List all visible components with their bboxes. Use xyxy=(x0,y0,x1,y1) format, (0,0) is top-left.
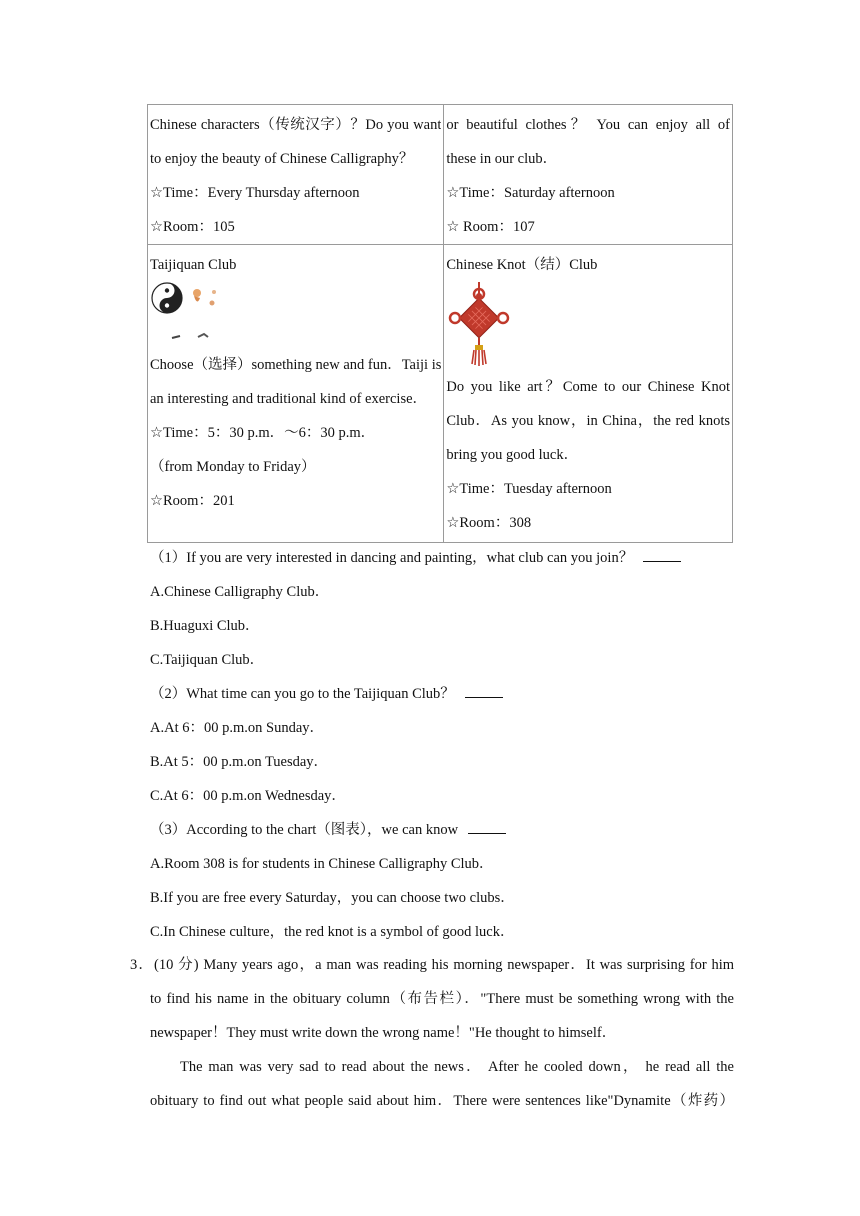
reading-passage xyxy=(130,948,734,1118)
taijiquan-days: （from Monday to Friday） xyxy=(150,459,316,475)
knot-text-line: Do you like art？Come to our Chinese Knot xyxy=(446,379,730,395)
answer-blank[interactable] xyxy=(468,819,506,834)
huaguxi-club-cell xyxy=(444,105,733,245)
questions-section xyxy=(150,541,735,949)
option-2c: C.At 6：00 p.m.on Wednesday． xyxy=(150,788,346,804)
taijiquan-time: ☆Time：5：30 p.m．～6：30 p.m． xyxy=(150,425,376,441)
calligraphy-club-cell xyxy=(148,105,444,245)
chinese-knot-club-title: Chinese Knot（结）Club xyxy=(446,257,598,273)
option-3c: C.In Chinese culture，the red knot is a symbol of good luck． xyxy=(150,924,515,940)
option-2a: A.At 6：00 p.m.on Sunday． xyxy=(150,720,324,736)
taijiquan-club-title: Taijiquan Club xyxy=(150,257,237,273)
calligraphy-text-line: Chinese characters（传统汉字）？Do you want xyxy=(150,117,442,133)
knot-room: ☆Room：308 xyxy=(446,515,532,531)
knot-text-line: Club．As you know，in China，the red knots xyxy=(446,413,730,429)
huaguxi-room: ☆ Room：107 xyxy=(446,219,535,235)
option-1a: A.Chinese Calligraphy Club． xyxy=(150,584,330,600)
question-1-stem: （1）If you are very interested in dancing and painting，what club can you join？ xyxy=(150,550,634,566)
calligraphy-text-line: to enjoy the beauty of Chinese Calligraphy？ xyxy=(150,151,414,167)
knot-time: ☆Time：Tuesday afternoon xyxy=(446,481,612,497)
question-3-stem: （3）According to the chart（图表），we can know xyxy=(150,822,459,838)
taijiquan-text-line: Choose（选择）something new and fun．Taiji is xyxy=(150,357,442,373)
yin-yang-icon xyxy=(150,282,230,348)
taiji-images xyxy=(150,282,441,348)
passage-line: 3．(10 分) Many years ago，a man was reading his morning newspaper．It was surprising for him xyxy=(130,957,734,973)
question-2-stem: （2）What time can you go to the Taijiquan Club？ xyxy=(150,686,455,702)
answer-blank[interactable] xyxy=(643,547,681,562)
knot-text-line: bring you good luck． xyxy=(446,447,579,463)
huaguxi-text-line: these in our club． xyxy=(446,151,558,167)
taijiquan-text-line: an interesting and traditional kind of exercise． xyxy=(150,391,428,407)
taijiquan-room: ☆Room：201 xyxy=(150,493,235,509)
chinese-knot-club-cell xyxy=(444,245,733,543)
option-3a: A.Room 308 is for students in Chinese Calligraphy Club． xyxy=(150,856,494,872)
question-stem xyxy=(150,541,735,575)
calligraphy-room: ☆Room：105 xyxy=(150,219,235,235)
option-1b: B.Huaguxi Club． xyxy=(150,618,260,634)
chinese-knot-image xyxy=(446,282,730,370)
passage-line: to find his name in the obituary column（布告栏）．"There must be something wrong with the xyxy=(150,991,734,1007)
option-2b: B.At 5：00 p.m.on Tuesday． xyxy=(150,754,329,770)
taijiquan-club-cell xyxy=(148,245,444,543)
answer-blank[interactable] xyxy=(465,683,503,698)
passage-line: newspaper！They must write down the wrong name！"He thought to himself． xyxy=(150,1025,617,1041)
passage-line: obituary to find out what people said about him．There were sentences like"Dynamite（炸药） xyxy=(150,1093,734,1109)
option-1c: C.Taijiquan Club． xyxy=(150,652,265,668)
huaguxi-time: ☆Time：Saturday afternoon xyxy=(446,185,615,201)
clubs-table xyxy=(147,104,733,543)
question-stem xyxy=(150,677,735,711)
calligraphy-time: ☆Time：Every Thursday afternoon xyxy=(150,185,360,201)
table-row xyxy=(148,245,733,543)
question-stem xyxy=(150,813,735,847)
chinese-knot-icon xyxy=(446,282,516,370)
table-row xyxy=(148,105,733,245)
huaguxi-text-line: or beautiful clothes？ You can enjoy all of xyxy=(446,117,730,133)
option-3b: B.If you are free every Saturday，you can choose two clubs． xyxy=(150,890,515,906)
passage-line: The man was very sad to read about the news． After he cooled down， he read all the xyxy=(180,1059,734,1075)
